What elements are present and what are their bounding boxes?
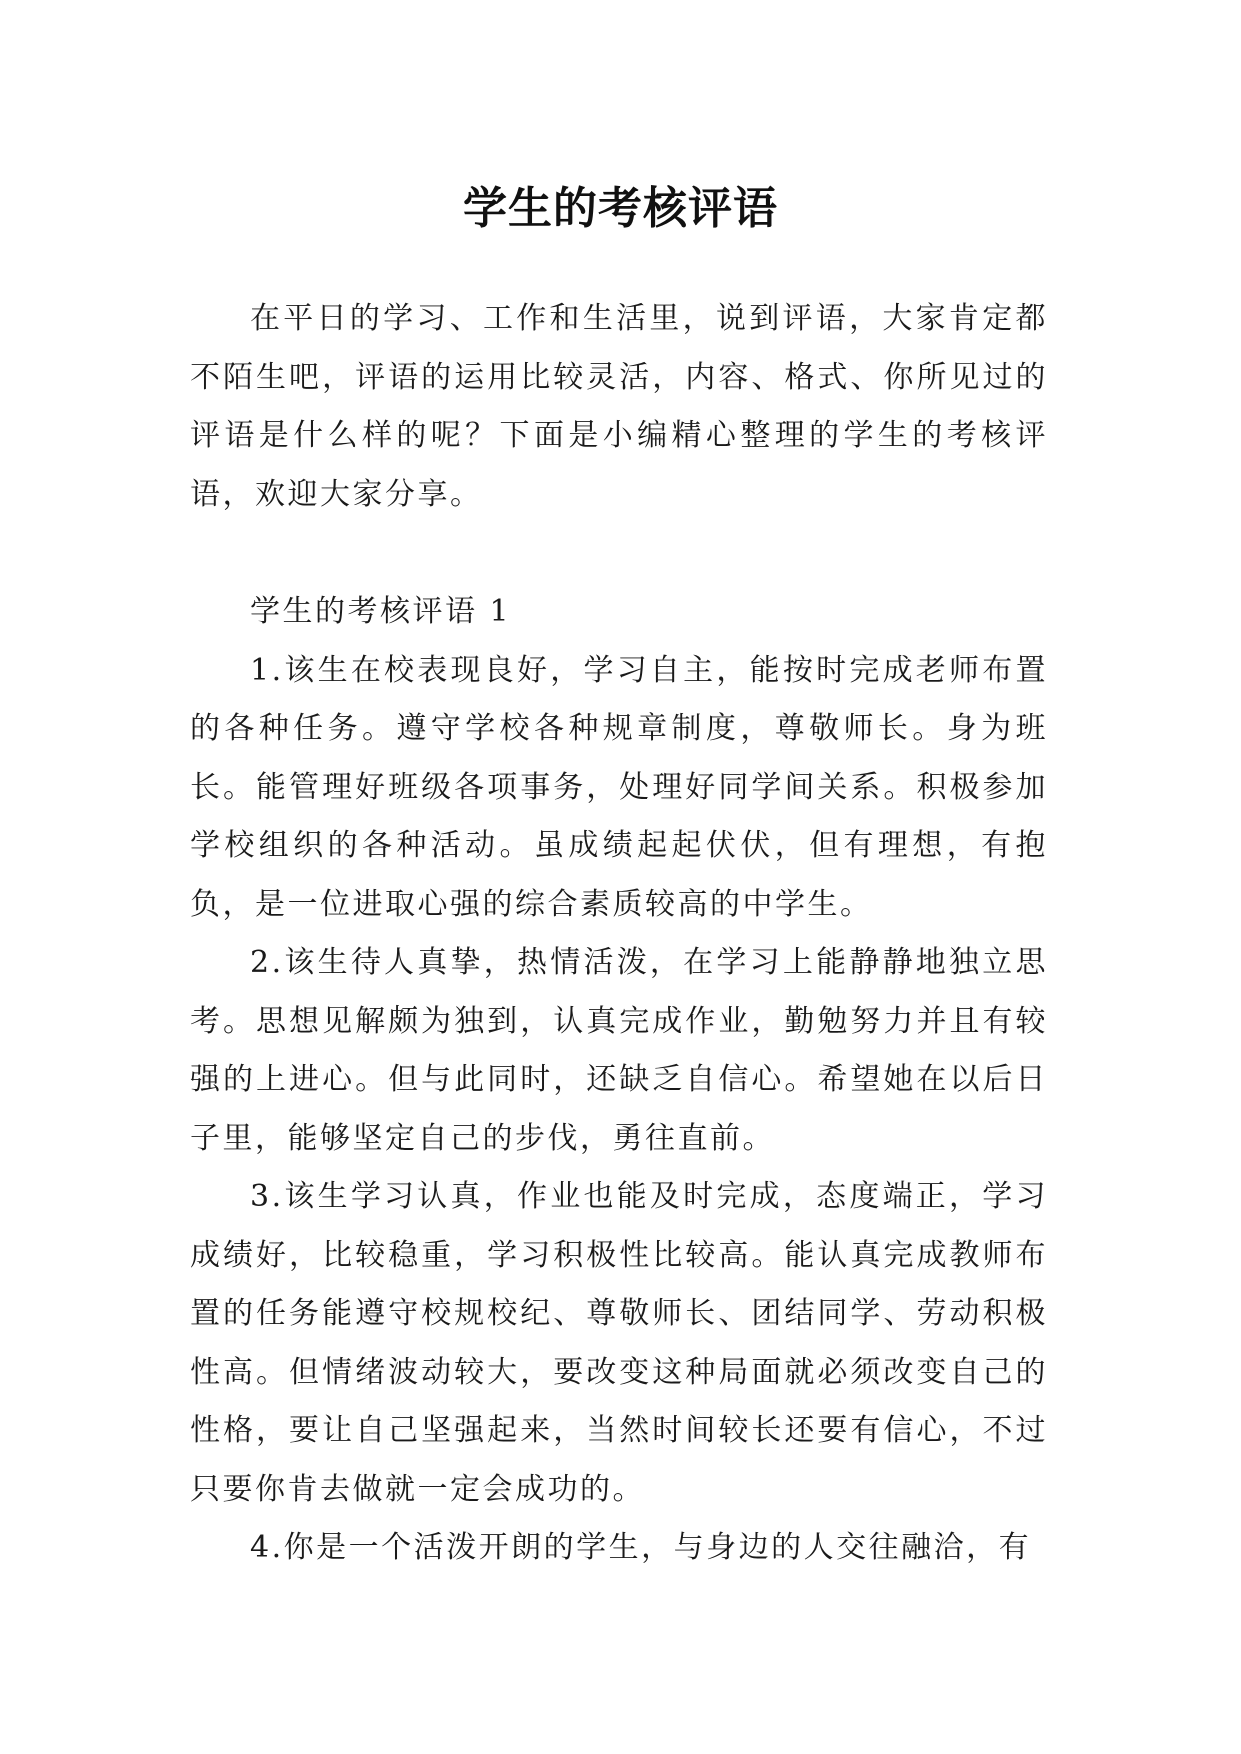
comment-paragraph-1: 1.该生在校表现良好，学习自主，能按时完成老师布置的各种任务。遵守学校各种规章制度，尊敬师长。身为班长。能管理好班级各项事务，处理好同学间关系。积极参加学校组织的各种活动。虽成绩起起伏伏，但有理想，有抱负，是一位进取心强的综合素质较高的中学生。	[190, 652, 1048, 922]
comment-paragraph-4: 4.你是一个活泼开朗的学生，与身边的人交往融洽，有	[250, 1530, 1032, 1565]
intro-section	[190, 290, 1048, 524]
document-title: 学生的考核评语	[463, 183, 778, 235]
comment-paragraph-3: 3.该生学习认真，作业也能及时完成，态度端正，学习成绩好，比较稳重，学习积极性比较高。能认真完成教师布置的任务能遵守校规校纪、尊敬师长、团结同学、劳动积极性高。但情绪波动较大，要改变这种局面就必须改变自己的性格，要让自己坚强起来，当然时间较长还要有信心，不过只要你肯去做就一定会成功的。	[190, 1179, 1048, 1507]
comment-paragraph-2: 2.该生待人真挚，热情活泼，在学习上能静静地独立思考。思想见解颇为独到，认真完成作业，勤勉努力并且有较强的上进心。但与此同时，还缺乏自信心。希望她在以后日子里，能够坚定自己的步伐，勇往直前。	[190, 945, 1048, 1156]
intro-paragraph: 在平日的学习、工作和生活里，说到评语，大家肯定都不陌生吧，评语的运用比较灵活，内容、格式、你所见过的评语是什么样的呢？下面是小编精心整理的学生的考核评语，欢迎大家分享。	[190, 301, 1048, 512]
section-heading: 学生的考核评语 1	[250, 594, 512, 629]
comments-section	[190, 583, 1048, 1578]
